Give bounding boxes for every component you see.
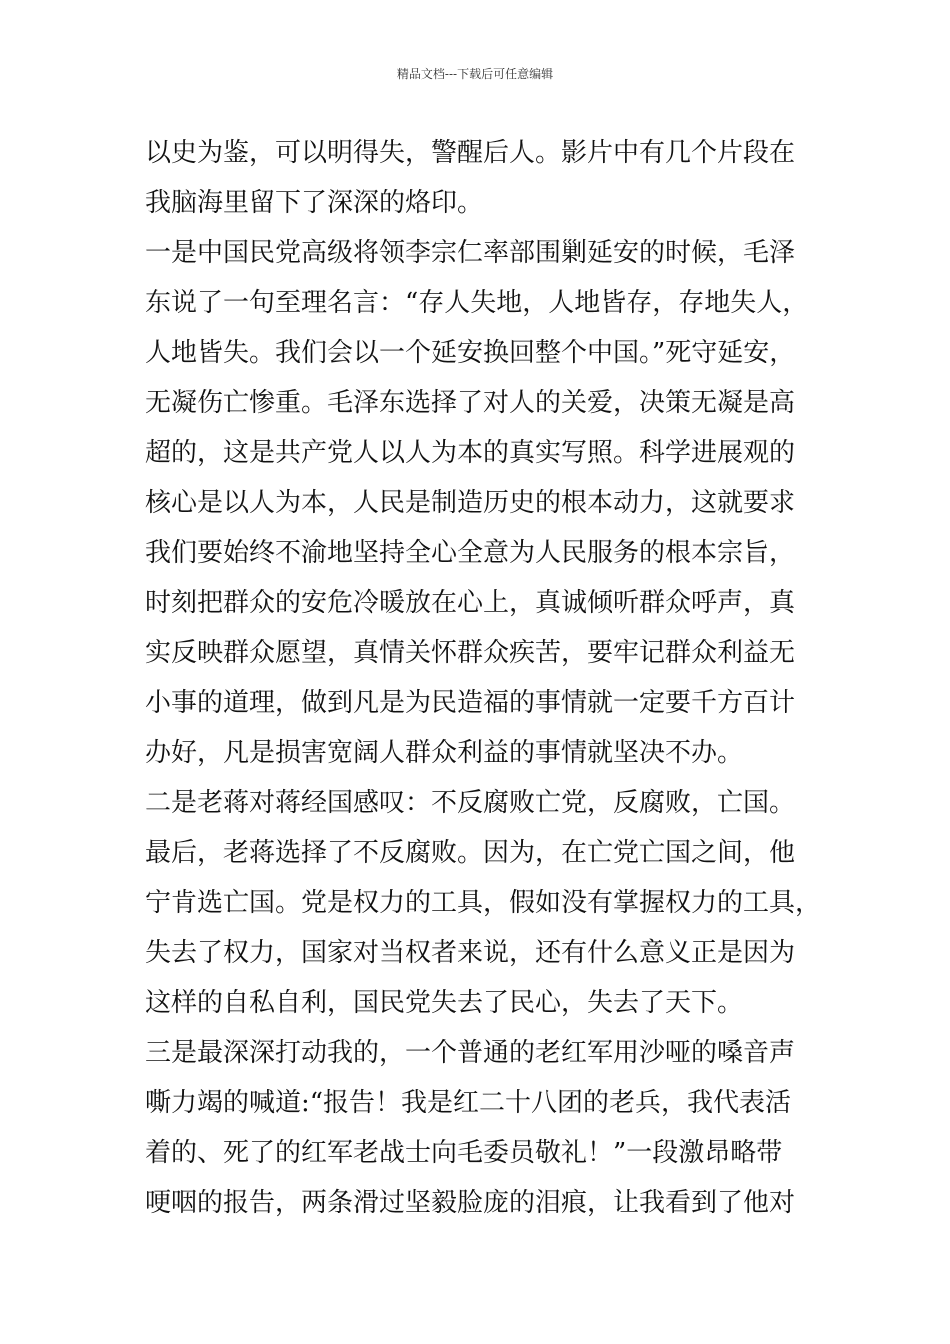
text-line: 人地皆失。我们会以一个延安换回整个中国。”死守延安， <box>145 338 796 368</box>
text-line: 办好，凡是损害宽阔人群众利益的事情就坚决不办。 <box>145 738 744 768</box>
text-line: 实反映群众愿望，真情关怀群众疾苦，要牢记群众利益无 <box>145 638 796 668</box>
text-line: 二是老蒋对蒋经国感叹：不反腐败亡党，反腐败，亡国。 <box>145 788 796 818</box>
text-line: 最后，老蒋选择了不反腐败。因为，在亡党亡国之间，他 <box>145 838 796 868</box>
text-line: 小事的道理，做到凡是为民造福的事情就一定要千方百计 <box>145 688 796 718</box>
text-line: 超的，这是共产党人以人为本的真实写照。科学进展观的 <box>145 438 796 468</box>
page-header: 精品文档---下载后可任意编辑 <box>396 67 554 81</box>
text-line: 宁肯选亡国。党是权力的工具，假如没有掌握权力的工具， <box>145 888 822 918</box>
text-line: 以史为鉴，可以明得失，警醒后人。影片中有几个片段在 <box>145 138 796 168</box>
text-line: 这样的自私自利，国民党失去了民心，失去了天下。 <box>145 988 744 1018</box>
document-body <box>145 128 822 1228</box>
text-line: 一是中国民党高级将领李宗仁率部围剿延安的时候，毛泽 <box>145 238 796 268</box>
text-line: 核心是以人为本，人民是制造历史的根本动力，这就要求 <box>145 488 796 518</box>
text-line: 东说了一句至理名言：“存人失地，人地皆存，存地失人， <box>145 288 809 318</box>
text-line: 哽咽的报告，两条滑过坚毅脸庞的泪痕，让我看到了他对 <box>145 1188 796 1218</box>
text-line: 着的、死了的红军老战士向毛委员敬礼！”一段激昂略带 <box>145 1138 783 1168</box>
text-line: 三是最深深打动我的，一个普通的老红军用沙哑的嗓音声 <box>145 1038 796 1068</box>
text-line: 我脑海里留下了深深的烙印。 <box>145 188 484 218</box>
text-line: 我们要始终不渝地坚持全心全意为人民服务的根本宗旨， <box>145 538 796 568</box>
text-line: 时刻把群众的安危冷暖放在心上，真诚倾听群众呼声，真 <box>145 588 796 618</box>
text-line: 嘶力竭的喊道:“报告！我是红二十八团的老兵，我代表活 <box>145 1088 792 1118</box>
text-line: 无凝伤亡惨重。毛泽东选择了对人的关爱，决策无凝是高 <box>145 388 796 418</box>
text-line: 失去了权力，国家对当权者来说，还有什么意义正是因为 <box>145 938 796 968</box>
